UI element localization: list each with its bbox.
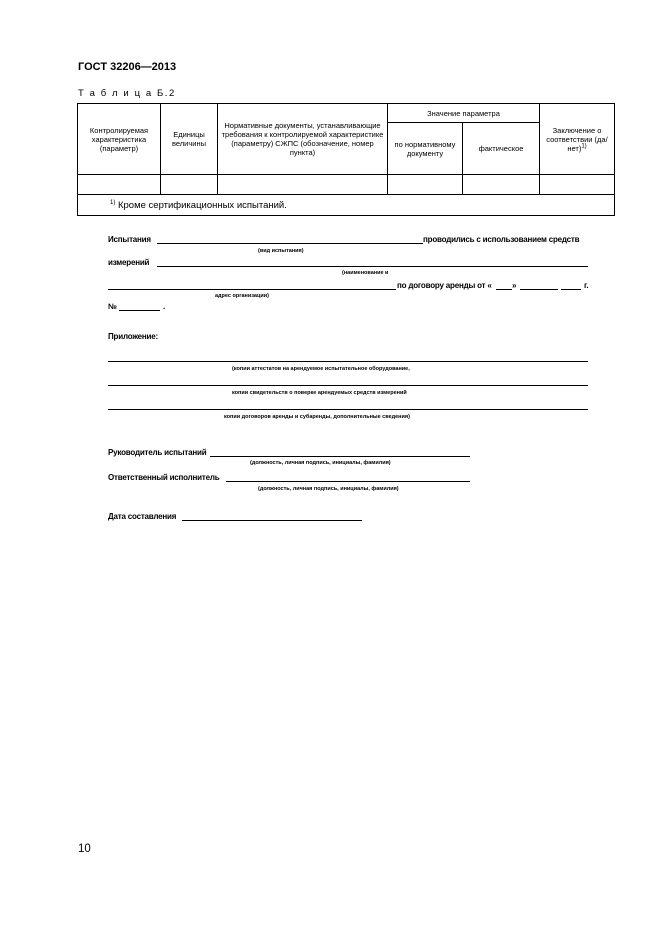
appendix-sub-1: (копии аттестатов на арендуемое испытательное оборудование, <box>232 366 410 372</box>
appendix-sub-2: копии свидетельств о поверке арендуемых средств измерений <box>232 390 407 396</box>
col-characteristic: Контролируемая характеристика (параметр) <box>78 104 161 175</box>
col-actual: фактическое <box>463 123 540 175</box>
lease-year-line <box>561 289 581 290</box>
appendix-line-2 <box>108 385 588 386</box>
table-row <box>78 175 615 195</box>
name-sub: (наименование и <box>342 270 389 276</box>
number-line <box>119 310 160 311</box>
tests-sub: (вид испытания) <box>258 248 304 254</box>
measure-line <box>157 266 588 267</box>
cell-empty <box>218 175 388 195</box>
standard-header: ГОСТ 32206—2013 <box>78 61 177 73</box>
appendix-label: Приложение: <box>108 332 158 341</box>
date-line <box>182 520 362 521</box>
col-units: Единицы величины <box>161 104 218 175</box>
cell-empty <box>388 175 463 195</box>
resp-label: Ответственный исполнитель <box>108 473 220 482</box>
number-label: № <box>108 302 117 311</box>
address-sub: адрес организации) <box>215 293 269 299</box>
table-footnote: $^{1)}$ Кроме сертификационных испытаний. <box>78 195 615 216</box>
resp-sub: (должность, личная подпись, инициалы, фамилия) <box>258 486 399 492</box>
lease-text: по договору аренды от « <box>397 281 492 290</box>
lease-month-line <box>520 289 558 290</box>
resp-line <box>226 481 470 482</box>
cell-empty <box>78 175 161 195</box>
parameter-table <box>77 103 615 216</box>
tests-label: Испытания <box>108 235 151 244</box>
appendix-sub-3: копии договоров аренды и субаренды, дополнительные сведения) <box>224 414 410 420</box>
table-caption: Т а б л и ц а Б.2 <box>78 88 176 99</box>
date-label: Дата составления <box>108 512 177 521</box>
lease-day-line <box>496 289 512 290</box>
measure-label: измерений <box>108 258 150 267</box>
col-param-value: Значение параметра <box>388 104 540 123</box>
col-conclusion: Заключение о соответствии $(да/нет)^{1)}$ <box>540 104 615 175</box>
appendix-line-3 <box>108 409 588 410</box>
cell-empty <box>463 175 540 195</box>
page-number: 10 <box>78 843 91 855</box>
appendix-line-1 <box>108 361 588 362</box>
year-suffix: г. <box>584 281 589 290</box>
col-by-norm: по нормативному документу <box>388 123 463 175</box>
head-line <box>210 456 470 457</box>
col-norm-docs: Нормативные документы, устанавливающие требования к контролируемой характеристике (параметру) СЖПС (обозначение, номер пункта) <box>218 104 388 175</box>
tests-line <box>157 243 423 244</box>
cell-empty <box>540 175 615 195</box>
head-label: Руководитель испытаний <box>108 448 207 457</box>
head-sub: (должность, личная подпись, инициалы, фамилия) <box>250 460 391 466</box>
lease-mid: » <box>512 281 517 290</box>
number-dot: . <box>163 302 166 311</box>
org-line <box>108 289 396 290</box>
tests-tail: проводились с использованием средств <box>423 235 580 244</box>
cell-empty <box>161 175 218 195</box>
